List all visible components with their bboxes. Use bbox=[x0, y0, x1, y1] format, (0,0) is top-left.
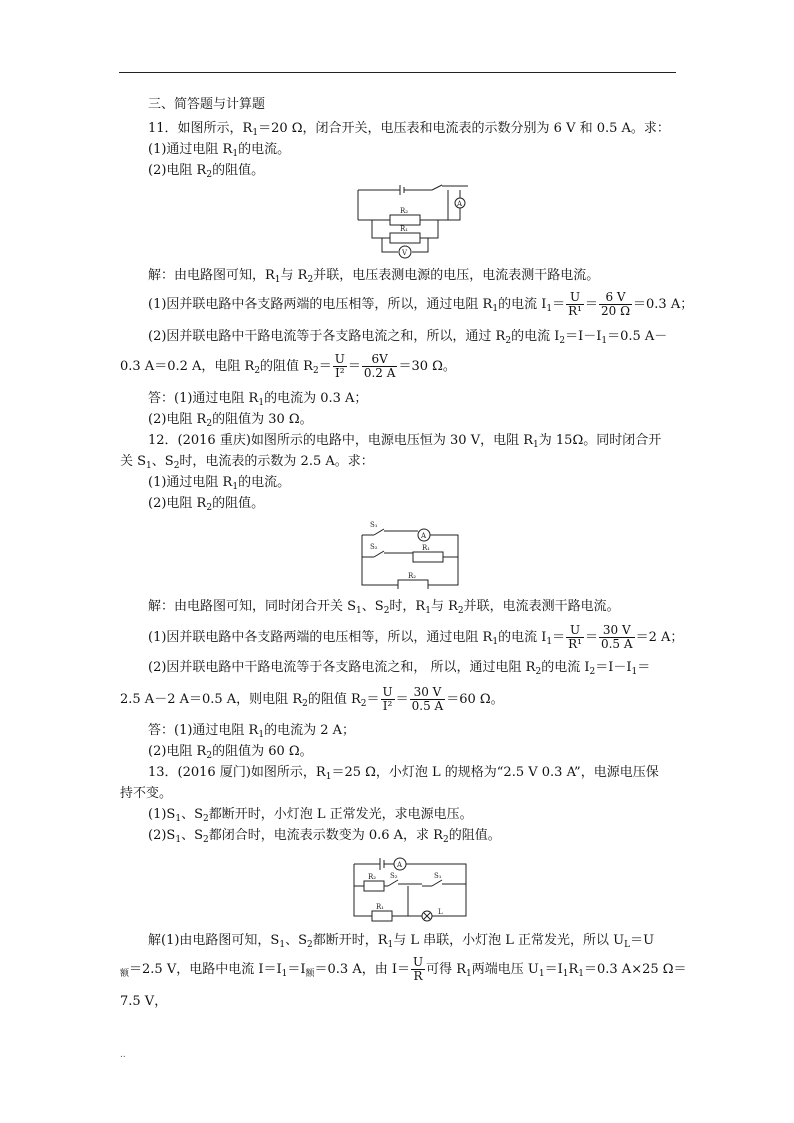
q12-label-s1: S₁ bbox=[370, 521, 378, 529]
q11-label-v: V bbox=[402, 249, 408, 257]
q12-solution-intro: 解：由电路图可知，同时闭合开关 $S_1$、$S_2$时，$R_1$与 $R_2$并联，电流表测干路电流。 bbox=[148, 599, 620, 616]
footer-dots: .. bbox=[120, 1050, 126, 1060]
section-title: 三、简答题与计算题 bbox=[148, 97, 266, 112]
q13-part2: $(2)S_1$、$S_2$都闭合时，电流表示数变为 0.6 A，求 $R_2$的阻值。 bbox=[148, 828, 501, 845]
q11-solution-step3: 0.3 A＝0.2 A，电阻 $R_2$的阻值 $R_2=$ $\frac{U}{\text{I²}}$ ＝ $\frac{6V}{0.2 A}$ ＝30 Ω。 bbox=[120, 352, 456, 380]
q13-label-r1: R₁ bbox=[376, 903, 385, 911]
q12-solution-step3: 2.5 A－2 A＝0.5 A，则电阻 $R_2$的阻值 $R_2=$ $\frac{U}{\text{I²}}$ ＝ $\frac{30 V}{0.5 A}$ ＝60 Ω。 bbox=[120, 685, 504, 713]
q11-label-r2: R₂ bbox=[400, 207, 409, 215]
q11-stem: 11．如图所示，$R_1=20$ Ω，闭合开关，电压表和电流表的示数分别为 6 V 和 0.5 A。求： bbox=[148, 121, 670, 138]
q11-label-r1: R₁ bbox=[400, 225, 409, 233]
q13-circuit-diagram bbox=[350, 848, 470, 923]
q13-label-a: A bbox=[397, 861, 403, 869]
q13-stem-line1: 13．(2016 厦门)如图所示，$R_1=25$ Ω，小灯泡 L 的规格为“2.5 V 0.3 A”，电源电压保 bbox=[148, 765, 659, 782]
q12-part1: (1)通过电阻 $R_1$的电流。 bbox=[148, 475, 291, 492]
q12-stem-line2: 关 $S_1$、$S_2$时，电流表的示数为 2.5 A。求： bbox=[120, 454, 374, 471]
q13-solution-line1: 解(1)由电路图可知，$S_1$、$S_2$都断开时，$R_1$与 L 串联，小灯泡 L 正常发光，所以 $U_L=U$ bbox=[148, 933, 655, 950]
q12-label-r2: R₂ bbox=[408, 572, 417, 580]
q13-stem-line2: 持不变。 bbox=[120, 786, 173, 801]
q11-label-a: A bbox=[457, 200, 463, 208]
q13-solution-line2: $_额$＝2.5 V，电路中电流 $I=I_1=I_额=0.3$ A，由 I＝ $\frac{U}{R}$ 可得 $R_1$两端电压 $U_1=I_1R_1=0.3$ A×25 Ω＝ bbox=[120, 955, 687, 983]
q13-label-s2: S₂ bbox=[390, 872, 398, 880]
q12-circuit-diagram bbox=[358, 517, 463, 589]
q12-answer2: (2)电阻 $R_2$的阻值为 60 Ω。 bbox=[148, 744, 313, 761]
q11-solution-intro: 解：由电路图可知，$R_1$与 $R_2$并联，电压表测电源的电压，电流表测干路电流。 bbox=[148, 268, 600, 285]
q12-solution-step1: (1)因并联电路中各支路两端的电压相等，所以，通过电阻 $R_1$的电流 $I_1=$ $\frac{U}{\text{R¹}}$ ＝ $\frac{30 V}{0.5 A}$ ＝2 A； bbox=[148, 623, 684, 651]
q11-circuit-diagram bbox=[350, 180, 470, 260]
q13-solution-line3: 7.5 V， bbox=[120, 994, 168, 1009]
q11-answer1: 答：(1)通过电阻 $R_1$的电流为 0.3 A； bbox=[148, 391, 368, 408]
q13-label-s1: S₁ bbox=[434, 872, 442, 880]
q13-part1: $(1)S_1$、$S_2$都断开时，小灯泡 L 正常发光，求电源电压。 bbox=[148, 807, 473, 824]
q11-answer2: (2)电阻 $R_2$的阻值为 30 Ω。 bbox=[148, 412, 313, 429]
header-rule bbox=[119, 72, 676, 73]
q11-solution-step2: (2)因并联电路中干路电流等于各支路电流之和，所以，通过 $R_2$的电流 $I_2=I-I_1=0.5$ A－ bbox=[148, 329, 668, 346]
q12-label-s2: S₂ bbox=[370, 543, 378, 551]
q11-part1: (1)通过电阻 $R_1$的电流。 bbox=[148, 142, 291, 159]
q13-label-r2: R₂ bbox=[368, 873, 377, 881]
q12-solution-step2: (2)因并联电路中干路电流等于各支路电流之和， 所以，通过电阻 $R_2$的电流 $I_2=I-I_1=$ bbox=[148, 660, 651, 677]
q12-stem-line1: 12．(2016 重庆)如图所示的电路中，电源电压恒为 30 V，电阻 $R_1$为 15Ω。同时闭合开 bbox=[148, 433, 662, 450]
q11-solution-step1: (1)因并联电路中各支路两端的电压相等，所以，通过电阻 $R_1$的电流 $I_1=$ $\frac{U}{\text{R¹}}$ ＝ $\frac{6 V}{20 \Omega}$ ＝0.3 A； bbox=[148, 290, 694, 318]
q12-label-r1: R₁ bbox=[422, 544, 431, 552]
q12-part2: (2)电阻 $R_2$的阻值。 bbox=[148, 496, 265, 513]
q12-label-a: A bbox=[421, 532, 427, 540]
q13-label-l: L bbox=[438, 908, 443, 916]
q11-part2: (2)电阻 $R_2$的阻值。 bbox=[148, 163, 265, 180]
q12-answer1: 答：(1)通过电阻 $R_1$的电流为 2 A； bbox=[148, 723, 356, 740]
